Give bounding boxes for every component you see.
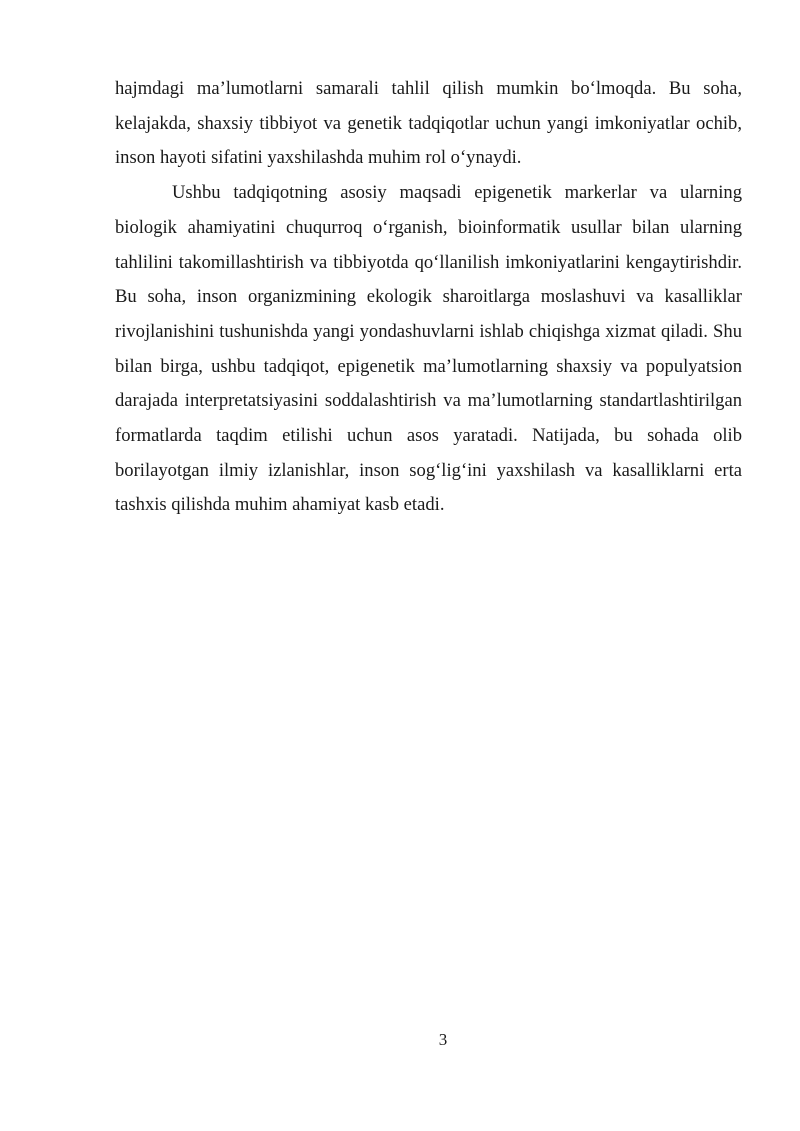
body-text xyxy=(115,72,742,523)
paragraph-research-goal: Ushbu tadqiqotning asosiy maqsadi epigenetik markerlar va ularning biologik ahamiyatini chuqurroq o‘rganish, bioinformatik usullar bilan ularning tahlilini takomillashtirish va tibbiyotda qo‘llanilish imkoniyatlarini kengaytirishdir. Bu soha, inson organizmining ekologik sharoitlarga moslashuvi va kasalliklar rivojlanishini tushunishda yangi yondashuvlarni ishlab chiqishga xizmat qiladi. Shu bilan birga, ushbu tadqiqot, epigenetik ma’lumotlarning shaxsiy va populyatsion darajada interpretatsiyasini soddalashtirish va ma’lumotlarning standartlashtirilgan formatlarda taqdim etilishi uchun asos yaratadi. Natijada, bu sohada olib borilayotgan ilmiy izlanishlar, inson sog‘lig‘ini yaxshilash va kasalliklarni erta tashxis qilishda muhim ahamiyat kasb etadi. xyxy=(115,182,742,516)
paragraph-continuation: hajmdagi ma’lumotlarni samarali tahlil qilish mumkin bo‘lmoqda. Bu soha, kelajakda, shaxsiy tibbiyot va genetik tadqiqotlar uchun yangi imkoniyatlar ochib, inson hayoti sifatini yaxshilashda muhim rol o‘ynaydi. xyxy=(115,78,742,169)
page-number: 3 xyxy=(438,1030,448,1049)
